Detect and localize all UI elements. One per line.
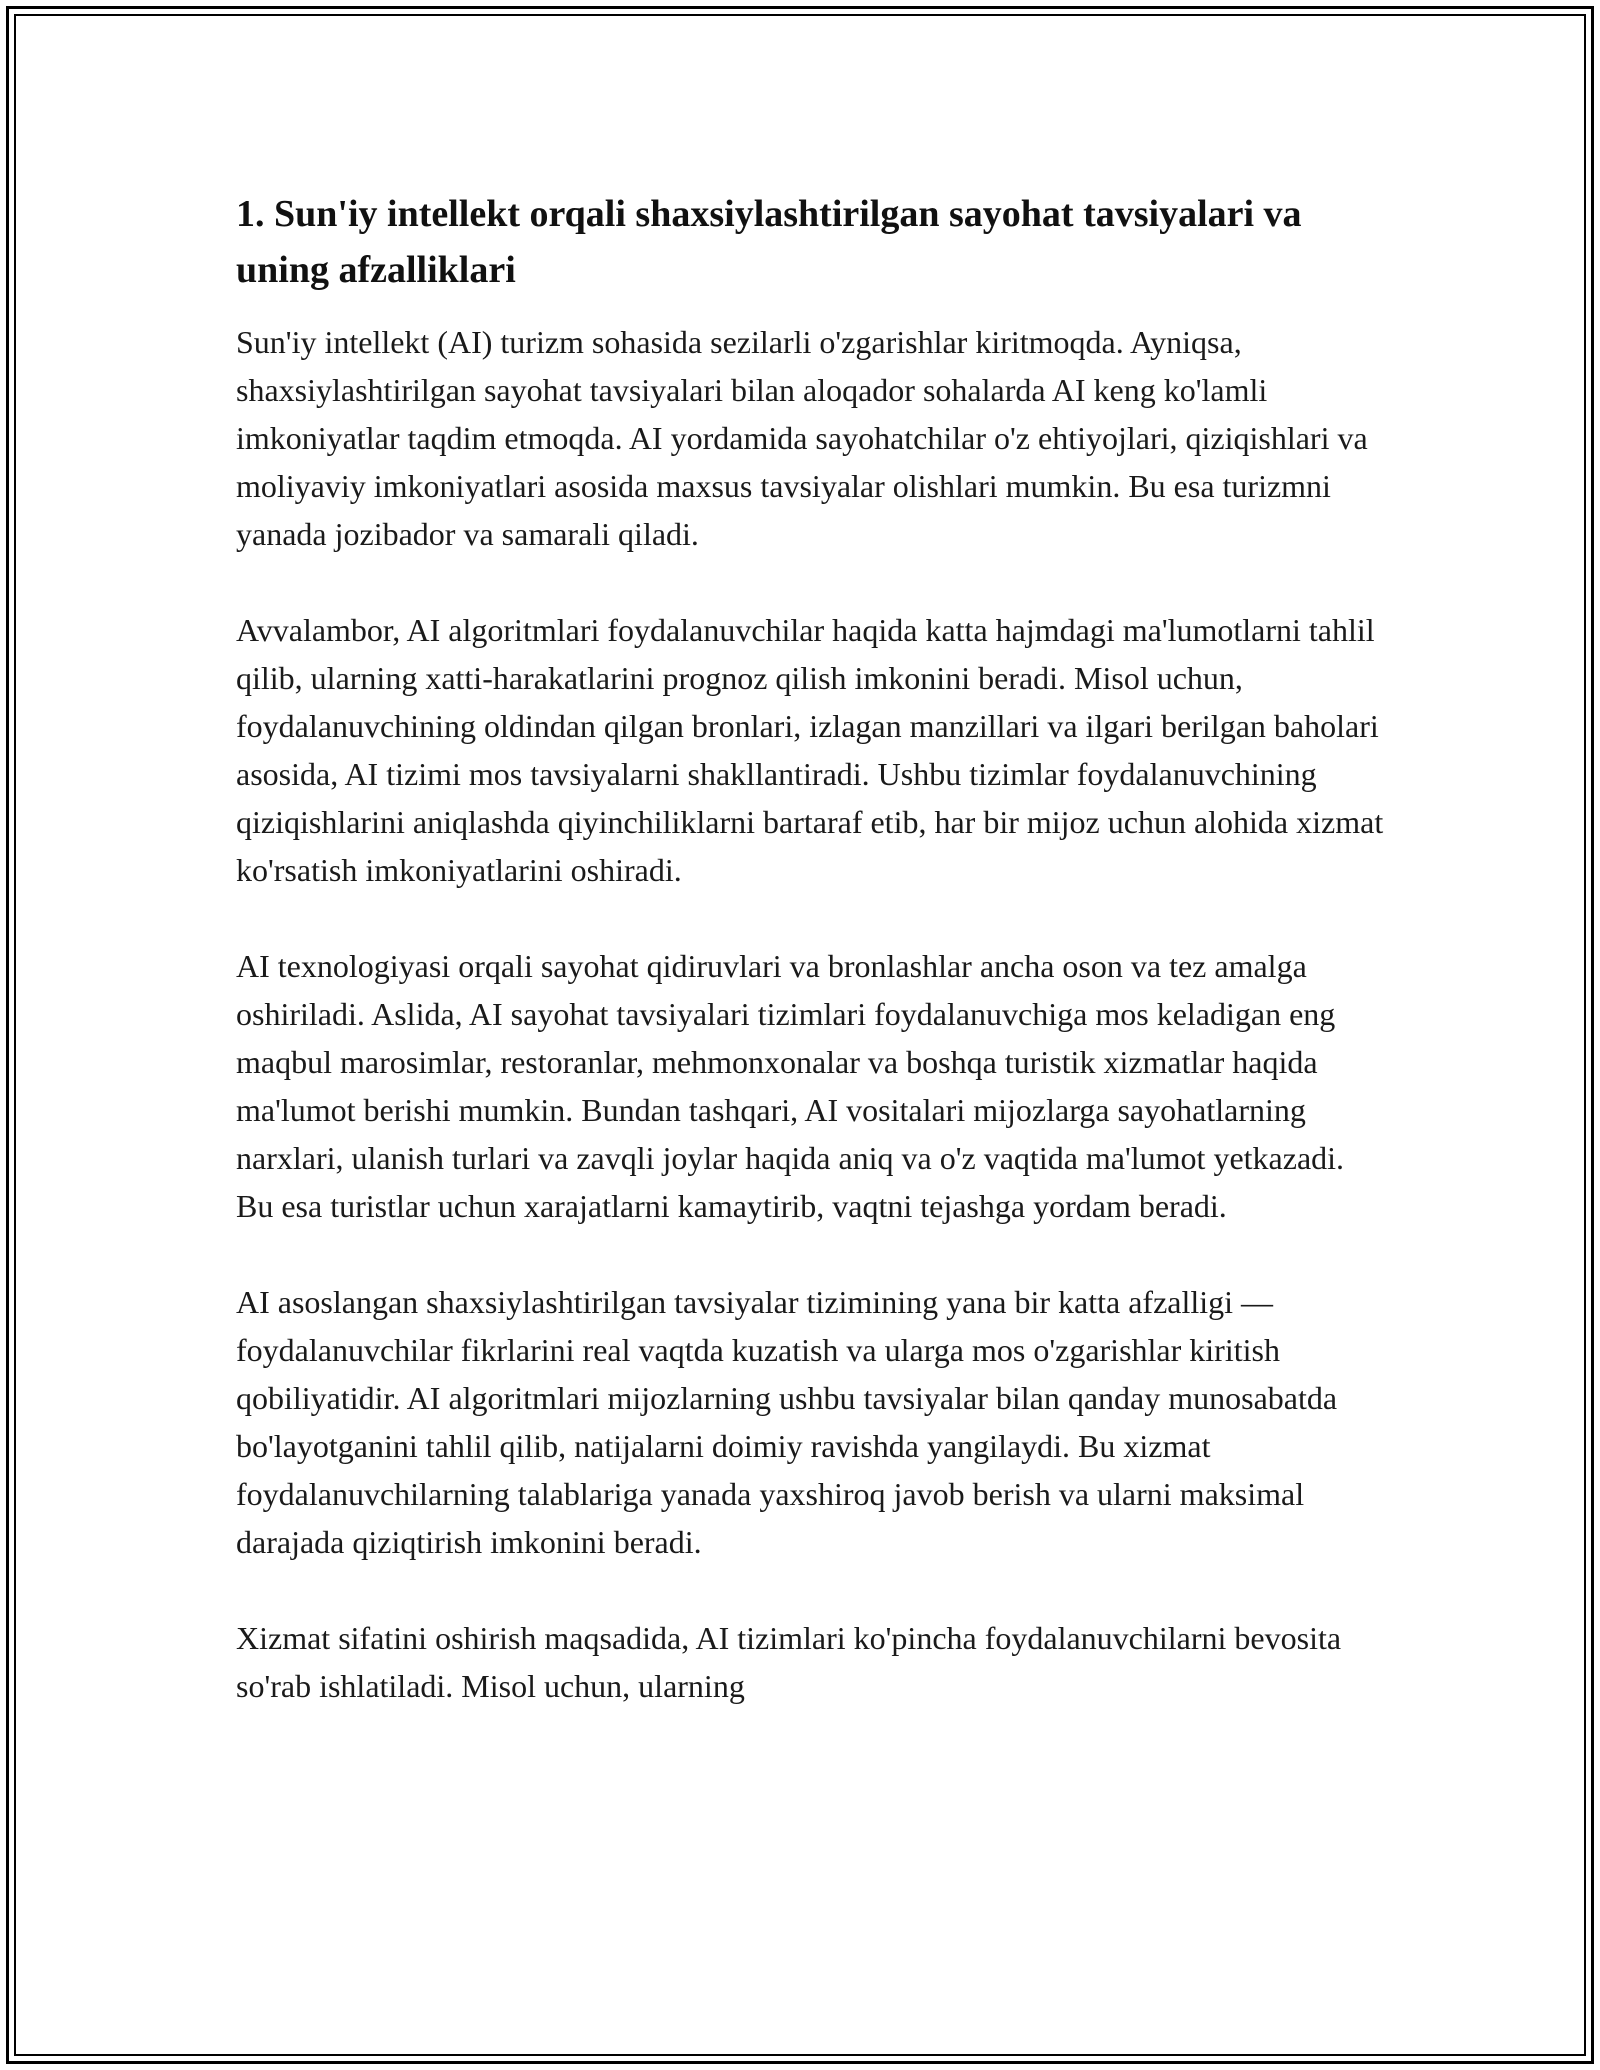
section-heading: 1. Sun'iy intellekt orqali shaxsiylashtirilgan sayohat tavsiyalari va uning afzalliklari [236,193,1302,291]
paragraph: Sun'iy intellekt (AI) turizm sohasida sezilarli o'zgarishlar kiritmoqda. Ayniqsa, shaxsiylashtirilgan sayohat tavsiyalari bilan aloqador sohalarda AI keng ko'lamli imkoniyatlar taqdim etmoqda. AI yordamida sayohatchilar o'z ehtiyojlari, qiziqishlari va moliyaviy imkoniyatlari asosida maxsus tavsiyalar olishlari mumkin. Bu esa turizmni yanada jozibador va samarali qiladi. [236,324,1368,552]
paragraph-list [236,318,1386,1710]
paragraph: AI asoslangan shaxsiylashtirilgan tavsiyalar tizimining yana bir katta afzalligi — foydalanuvchilar fikrlarini real vaqtda kuzatish va ularga mos o'zgarishlar kiritish qobiliyatidir. AI algoritmlari mijozlarning ushbu tavsiyalar bilan qanday munosabatda bo'layotganini tahlil qilib, natijalarni doimiy ravishda yangilaydi. Bu xizmat foydalanuvchilarning talablariga yanada yaxshiroq javob berish va ularni maksimal darajada qiziqtirish imkonini beradi. [236,1284,1338,1560]
paragraph: Avvalambor, AI algoritmlari foydalanuvchilar haqida katta hajmdagi ma'lumotlarni tahlil qilib, ularning xatti-harakatlarini prognoz qilish imkonini beradi. Misol uchun, foydalanuvchining oldindan qilgan bronlari, izlagan manzillari va ilgari berilgan baholari asosida, AI tizimi mos tavsiyalarni shakllantiradi. Ushbu tizimlar foydalanuvchining qiziqishlarini aniqlashda qiyinchiliklarni bartaraf etib, har bir mijoz uchun alohida xizmat ko'rsatish imkoniyatlarini oshiradi. [236,612,1384,888]
document-body [236,186,1386,1710]
paragraph: Xizmat sifatini oshirish maqsadida, AI tizimlari ko'pincha foydalanuvchilarni bevosita so'rab ishlatiladi. Misol uchun, ularning [236,1620,1342,1704]
paragraph: AI texnologiyasi orqali sayohat qidiruvlari va bronlashlar ancha oson va tez amalga oshiriladi. Aslida, AI sayohat tavsiyalari tizimlari foydalanuvchiga mos keladigan eng maqbul marosimlar, restoranlar, mehmonxonalar va boshqa turistik xizmatlar haqida ma'lumot berishi mumkin. Bundan tashqari, AI vositalari mijozlarga sayohatlarning narxlari, ulanish turlari va zavqli joylar haqida aniq va o'z vaqtida ma'lumot yetkazadi. Bu esa turistlar uchun xarajatlarni kamaytirib, vaqtni tejashga yordam beradi. [236,948,1345,1224]
